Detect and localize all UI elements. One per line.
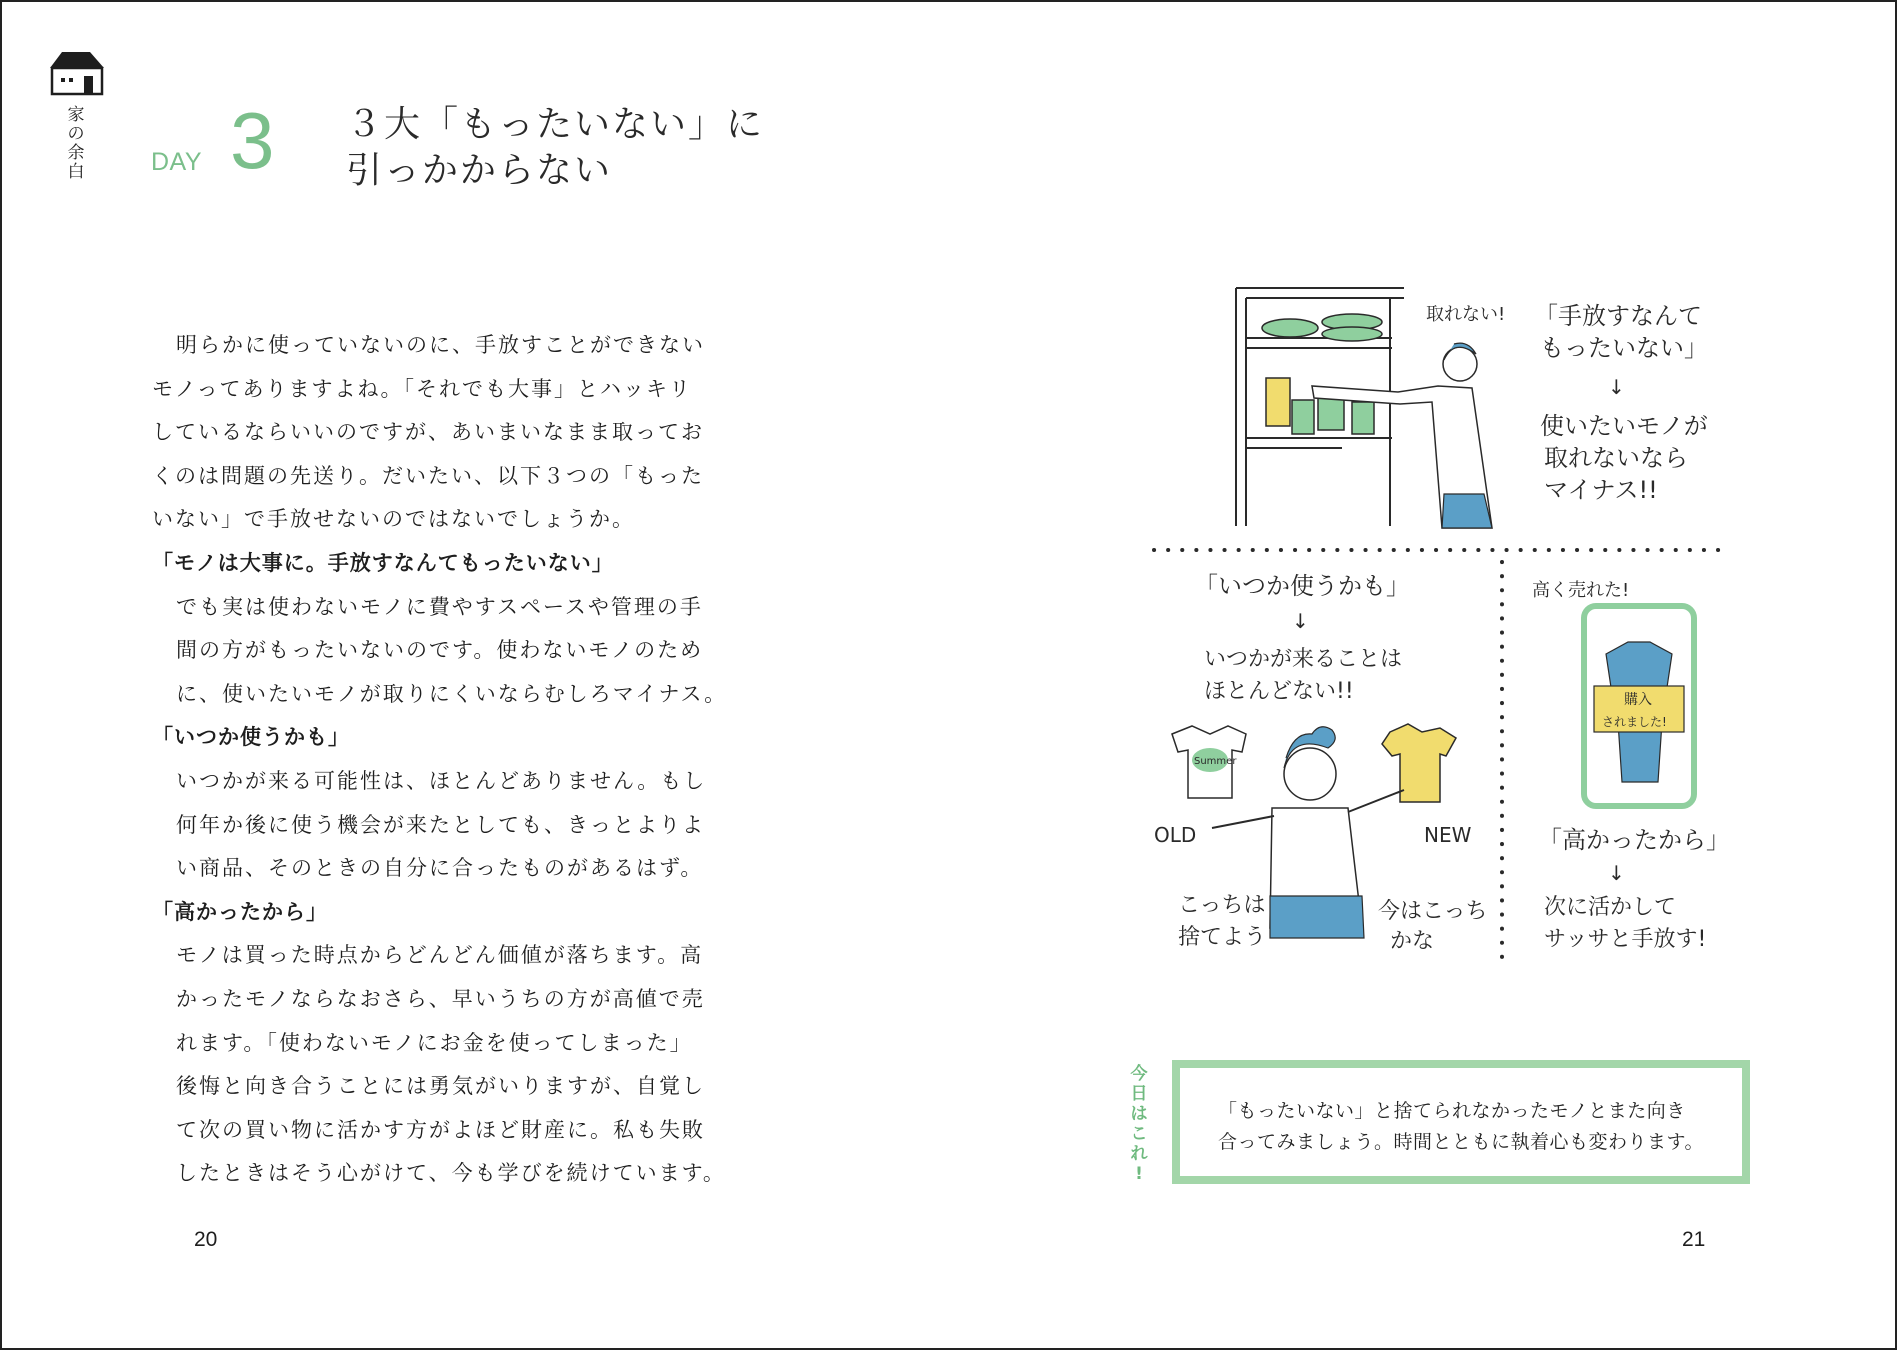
mottainai-illustration <box>1142 282 1742 972</box>
resale-panel <box>1532 580 1730 952</box>
panel1-quote-line-1: 「手放すなんて <box>1534 302 1702 330</box>
body-line: モノは買った時点からどんどん価値が落ちます。高 <box>176 943 704 968</box>
body-line: いない」で手放せないのではないでしょうか。 <box>152 507 635 532</box>
today-label: 今 日 は こ れ ! <box>1130 1064 1148 1184</box>
body-text <box>152 324 752 1196</box>
panel2-quote: 「いつか使うかも」 <box>1194 572 1410 600</box>
body-line: 間の方がもったいないのです。使わないモノのため <box>176 638 704 663</box>
body-line: かったモノならなおさら、早いうちの方が高値で売 <box>176 986 705 1011</box>
panel2-right-speech-line-2: かな <box>1390 929 1435 954</box>
page-number-right: 21 <box>1682 1228 1706 1251</box>
body-line: くのは問題の先送り。だいたい、以下３つの「もった <box>152 463 704 488</box>
body-line: 明らかに使っていないのに、手放すことができない <box>176 333 705 357</box>
panel2-left-speech-line-1: こっちは <box>1178 893 1266 918</box>
section-heading: 「いつか使うかも」 <box>152 725 350 750</box>
panel2-left-speech-line-2: 捨てよう <box>1178 925 1267 950</box>
cupboard-panel <box>1236 288 1708 528</box>
panel1-arrow: ↓ <box>1608 375 1625 399</box>
panel2-note-line-1: いつかが来ることは <box>1204 647 1403 672</box>
panel1-note-line-1: 使いたいモノが <box>1540 412 1708 440</box>
panel3-note-line-2: サッサと手放す! <box>1544 927 1707 952</box>
page-number-left: 20 <box>194 1228 218 1251</box>
panel1-note-line-3: マイナス!! <box>1544 476 1658 504</box>
clothes-panel <box>1154 572 1488 954</box>
panel3-note-line-1: 次に活かして <box>1544 895 1677 920</box>
body-line: 後悔と向き合うことには勇気がいりますが、自覚し <box>176 1074 705 1099</box>
body-line: 何年か後に使う機会が来たとしても、きっとよりよ <box>176 812 705 837</box>
body-line: い商品、そのときの自分に合ったものがあるはず。 <box>176 856 704 881</box>
old-label: OLD <box>1154 823 1197 847</box>
body-line: したときはそう心がけて、今も学びを続けています。 <box>176 1161 726 1186</box>
body-line: れます。「使わないモノにお金を使ってしまった」 <box>176 1030 693 1055</box>
section-heading: 「高かったから」 <box>152 899 328 924</box>
chapter-title <box>346 102 764 194</box>
day-number: 3 <box>230 96 275 185</box>
new-label: NEW <box>1424 823 1472 847</box>
panel3-quote: 「高かったから」 <box>1538 826 1730 854</box>
panel3-arrow: ↓ <box>1608 861 1625 885</box>
body-line: モノってありますよね。「それでも大事」とハッキリ <box>152 376 693 401</box>
body-line: て次の買い物に活かす方がよほど財産に。私も失敗 <box>176 1117 705 1142</box>
today-callout-box <box>1172 1060 1750 1184</box>
section-heading: 「モノは大事に。手放すなんてもったいない」 <box>152 550 614 575</box>
panel1-note-line-2: 取れないなら <box>1544 444 1688 472</box>
panel1-exclaim: 取れない! <box>1426 304 1506 325</box>
phone-purchased-line-2: されました! <box>1602 715 1667 729</box>
day-label: DAY <box>151 148 203 176</box>
house-icon <box>44 48 110 98</box>
body-line: いつかが来る可能性は、ほとんどありません。もし <box>176 768 707 793</box>
panel3-exclaim: 高く売れた! <box>1532 580 1630 601</box>
callout-line-1: 「もったいない」と捨てられなかったモノとまた向き <box>1218 1100 1686 1122</box>
chapter-title-line-2: 引っかからない <box>346 150 613 191</box>
body-line: に、使いたいモノが取りにくいならむしろマイナス。 <box>176 681 728 706</box>
callout-text <box>1218 1096 1738 1158</box>
book-series-label: 家 の 余 白 <box>67 105 85 182</box>
body-line: しているならいいのですが、あいまいなまま取ってお <box>152 420 704 445</box>
panel1-quote-line-2: もったいない」 <box>1540 334 1708 362</box>
panel2-arrow: ↓ <box>1292 609 1309 633</box>
callout-line-2: 合ってみましょう。時間とともに執着心も変わります。 <box>1218 1131 1704 1153</box>
panel2-right-speech-line-1: 今はこっち <box>1378 899 1488 924</box>
chapter-title-line-1: ３大「もったいない」に <box>346 104 765 145</box>
shirt-text: Summer <box>1194 756 1237 767</box>
phone-purchased-line-1: 購入 <box>1624 692 1652 708</box>
panel2-note-line-2: ほとんどない!! <box>1204 679 1354 704</box>
body-line: でも実は使わないモノに費やすスペースや管理の手 <box>176 594 703 619</box>
